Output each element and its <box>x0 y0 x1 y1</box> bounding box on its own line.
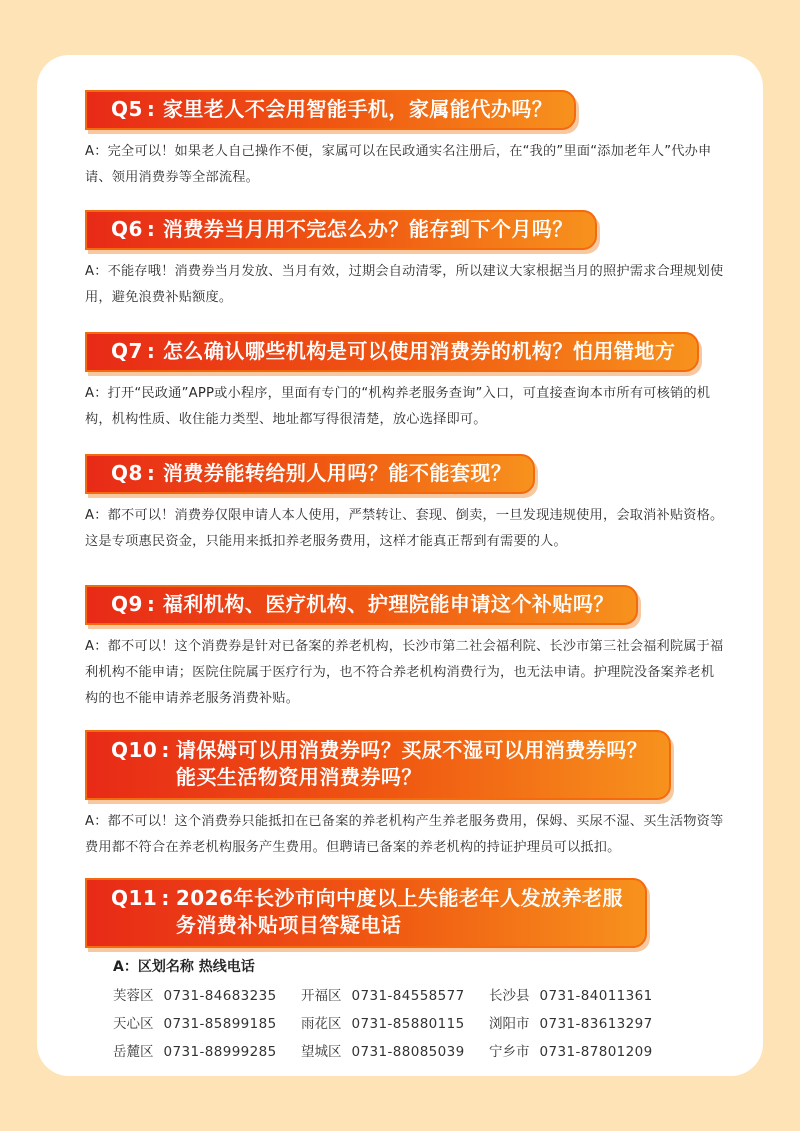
faq-q10 <box>85 730 725 861</box>
question-separator: : <box>146 339 156 363</box>
question-separator: : <box>161 738 170 762</box>
question-line: 请保姆可以用消费券吗？买尿不湿可以用消费券吗？ <box>175 738 648 762</box>
question-text: 消费券能转给别人用吗？能不能套现？ <box>162 461 512 485</box>
district-name: 开福区 <box>301 988 342 1004</box>
question-header-q7 <box>85 332 699 372</box>
question-line: 2026年长沙市向中度以上失能老年人发放养老服 <box>175 886 624 910</box>
phone-number: 0731-87801209 <box>539 1044 653 1060</box>
question-number: Q5 <box>111 97 143 121</box>
district-name: 长沙县 <box>489 988 530 1004</box>
question-text: 消费券当月用不完怎么办？能存到下个月吗？ <box>162 217 573 241</box>
faq-q9 <box>85 585 725 712</box>
hotline-entry <box>489 1012 677 1032</box>
question-number: Q11 <box>111 886 158 910</box>
question-line: 务消费补贴项目答疑电话 <box>175 913 402 937</box>
question-text <box>176 737 648 791</box>
answer-text: A：打开“民政通”APP或小程序，里面有专门的“机构养老服务查询”入口，可直接查询本市所有可核销的机构，机构性质、收住能力类型、地址都写得很清楚，放心选择即可。 <box>85 386 711 427</box>
question-number: Q10 <box>111 738 158 762</box>
phone-number: 0731-85899185 <box>163 1016 277 1032</box>
question-header-q6 <box>85 210 597 250</box>
phone-number: 0731-84558577 <box>351 988 465 1004</box>
hotline-header: A：区划名称 热线电话 <box>113 959 255 975</box>
district-name: 岳麓区 <box>113 1044 154 1060</box>
answer-text: A：完全可以！如果老人自己操作不便，家属可以在民政通实名注册后，在“我的”里面“添加老年人”代办申请、领用消费券等全部流程。 <box>85 144 712 185</box>
phone-number: 0731-84683235 <box>163 988 277 1004</box>
question-number: Q8 <box>111 461 143 485</box>
question-separator: : <box>161 886 170 910</box>
faq-q11 <box>85 878 725 1060</box>
question-separator: : <box>146 97 156 121</box>
faq-q7 <box>85 332 725 433</box>
hotline-entry <box>113 1040 301 1060</box>
question-text: 怎么确认哪些机构是可以使用消费券的机构？怕用错地方 <box>162 339 676 363</box>
question-text: 家里老人不会用智能手机，家属能代办吗？ <box>162 97 553 121</box>
hotline-table <box>113 984 725 1060</box>
question-header-q10 <box>85 730 671 800</box>
question-number: Q9 <box>111 592 143 616</box>
hotline-entry <box>113 1012 301 1032</box>
district-name: 雨花区 <box>301 1016 342 1032</box>
answer-text: A：不能存哦！消费券当月发放、当月有效，过期会自动清零，所以建议大家根据当月的照护需求合理规划使用，避免浪费补贴额度。 <box>85 264 724 305</box>
hotline-entry <box>489 984 677 1004</box>
phone-number: 0731-88085039 <box>351 1044 465 1060</box>
district-name: 宁乡市 <box>489 1044 530 1060</box>
answer-text: A：都不可以！这个消费券只能抵扣在已备案的养老机构产生养老服务费用，保姆、买尿不湿、买生活物资等费用都不符合在养老机构服务产生费用。但聘请已备案的养老机构的持证护理员可以抵扣。 <box>85 814 724 855</box>
hotline-entry <box>301 1040 489 1060</box>
question-header-q11 <box>85 878 647 948</box>
phone-number: 0731-85880115 <box>351 1016 465 1032</box>
question-number: Q6 <box>111 217 143 241</box>
faq-q8 <box>85 454 725 555</box>
question-separator: : <box>146 461 156 485</box>
hotline-entry <box>301 984 489 1004</box>
question-line: 能买生活物资用消费券吗？ <box>175 765 422 789</box>
faq-q5 <box>85 90 725 191</box>
faq-q6 <box>85 210 725 311</box>
phone-number: 0731-83613297 <box>539 1016 653 1032</box>
question-separator: : <box>146 217 156 241</box>
question-header-q5 <box>85 90 576 130</box>
phone-number: 0731-88999285 <box>163 1044 277 1060</box>
hotline-entry <box>113 984 301 1004</box>
answer-text: A：都不可以！消费券仅限申请人本人使用，严禁转让、套现、倒卖，一旦发现违规使用，会取消补贴资格。这是专项惠民资金，只能用来抵扣养老服务费用，这样才能真正帮到有需要的人。 <box>85 508 724 549</box>
district-name: 望城区 <box>301 1044 342 1060</box>
question-separator: : <box>146 592 156 616</box>
district-name: 天心区 <box>113 1016 154 1032</box>
question-header-q8 <box>85 454 535 494</box>
hotline-entry <box>301 1012 489 1032</box>
hotline-entry <box>489 1040 677 1060</box>
district-name: 芙蓉区 <box>113 988 154 1004</box>
answer-text: A：都不可以！这个消费券是针对已备案的养老机构，长沙市第二社会福利院、长沙市第三社会福利院属于福利机构不能申请；医院住院属于医疗行为，也不符合养老机构消费行为，也无法申请。护理院没备案养老机构的也不能申请养老服务消费补贴。 <box>85 639 724 706</box>
question-header-q9 <box>85 585 638 625</box>
district-name: 浏阳市 <box>489 1016 530 1032</box>
question-text: 福利机构、医疗机构、护理院能申请这个补贴吗？ <box>162 592 614 616</box>
question-number: Q7 <box>111 339 143 363</box>
question-text <box>176 885 623 939</box>
phone-number: 0731-84011361 <box>539 988 653 1004</box>
